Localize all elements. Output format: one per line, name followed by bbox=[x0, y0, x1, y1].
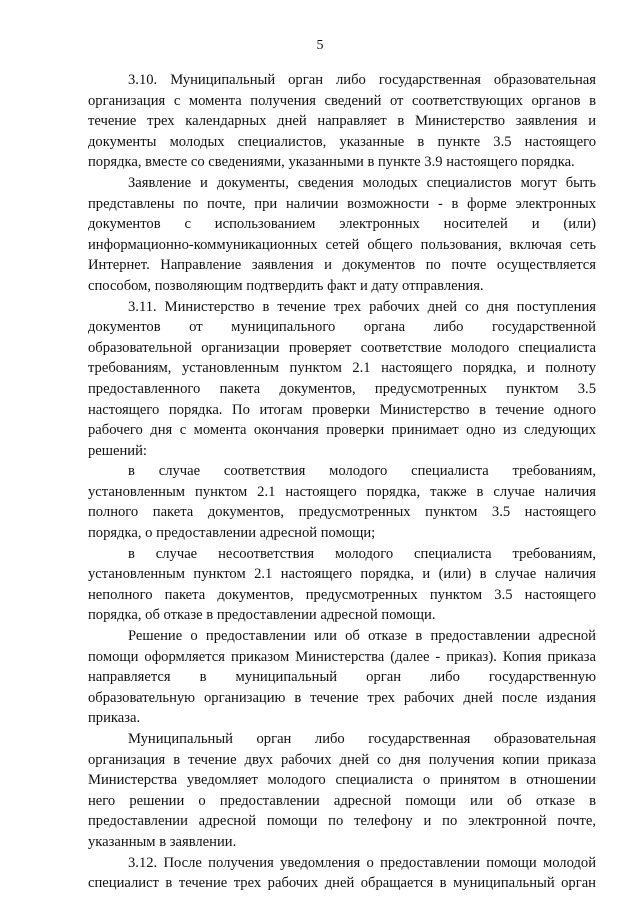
text-line: приказа. bbox=[88, 710, 141, 727]
text-line: установленным пунктом 2.1 настоящего порядка, и (или) в случае наличия bbox=[88, 566, 596, 583]
text-line: помощи оформляется приказом Министерства (далее - приказ). Копия приказа bbox=[88, 648, 596, 665]
text-line: требованиям, установленным пунктом 2.1 настоящего порядка, и полноту bbox=[88, 360, 596, 377]
paragraph bbox=[88, 173, 596, 297]
text-line: Муниципальный орган либо государственная образовательная bbox=[128, 731, 596, 747]
document-body bbox=[88, 70, 596, 894]
text-line: рабочего дня с момента окончания проверки принимает одно из следующих bbox=[88, 422, 596, 439]
text-line: 3.11. Министерство в течение трех рабочих дней со дня поступления bbox=[128, 298, 596, 315]
text-line: решений: bbox=[88, 442, 147, 459]
text-line: полного пакета документов, предусмотренных пунктом 3.5 настоящего bbox=[88, 504, 596, 521]
text-line: порядка, вместе со сведениями, указанными в пункте 3.9 настоящего порядка. bbox=[88, 154, 575, 171]
text-line: Заявление и документы, сведения молодых специалистов могут быть bbox=[128, 174, 596, 191]
text-line: установленным пунктом 2.1 настоящего порядка, также в случае наличия bbox=[88, 483, 596, 500]
text-line: него решении о предоставлении адресной помощи или об отказе в bbox=[88, 792, 596, 809]
text-line: 3.10. Муниципальный орган либо государственная образовательная bbox=[128, 72, 596, 88]
paragraph bbox=[88, 544, 596, 626]
paragraph bbox=[88, 626, 596, 729]
text-line: Министерства уведомляет молодого специалиста о принятом в отношении bbox=[88, 772, 596, 789]
text-line: настоящего порядка. По итогам проверки Министерство в течение одного bbox=[88, 401, 596, 418]
page-number: 5 bbox=[316, 38, 324, 53]
paragraph bbox=[88, 297, 596, 462]
text-line: порядка, о предоставлении адресной помощи; bbox=[88, 525, 376, 542]
text-line: образовательную организацию в течение трех рабочих дней после издания bbox=[88, 689, 596, 706]
text-line: способом, позволяющим подтвердить факт и дату отправления. bbox=[88, 277, 484, 294]
text-line: документы молодых специалистов, указанные в пункте 3.5 настоящего bbox=[88, 133, 596, 150]
text-line: течение трех календарных дней направляет в Министерство заявления и bbox=[88, 113, 596, 130]
text-line: образовательной организации проверяет соответствие молодого специалиста bbox=[88, 339, 596, 356]
text-line: 3.12. После получения уведомления о предоставлении помощи молодой bbox=[128, 854, 596, 871]
text-line: организация с момента получения сведений от соответствующих органов в bbox=[88, 92, 596, 109]
paragraph bbox=[88, 461, 596, 543]
text-line: направляется в муниципальный орган либо государственную bbox=[88, 669, 596, 686]
text-line: документов с использованием электронных носителей и (или) bbox=[88, 216, 596, 233]
text-line: представлены по почте, при наличии возможности - в форме электронных bbox=[88, 195, 596, 212]
paragraph bbox=[88, 70, 596, 173]
text-line: предоставленного пакета документов, предусмотренных пунктом 3.5 bbox=[88, 380, 596, 397]
text-line: неполного пакета документов, предусмотренных пунктом 3.5 настоящего bbox=[88, 586, 596, 603]
text-line: предоставлении адресной помощи по телефону и по электронной почте, bbox=[88, 813, 596, 830]
text-line: в случае несоответствия молодого специалиста требованиям, bbox=[128, 545, 596, 562]
text-line: в случае соответствия молодого специалиста требованиям, bbox=[128, 463, 596, 480]
text-line: указанным в заявлении. bbox=[88, 833, 237, 850]
paragraph bbox=[88, 729, 596, 853]
text-line: порядка, об отказе в предоставлении адресной помощи. bbox=[88, 607, 436, 624]
paragraph bbox=[88, 853, 596, 894]
text-line: организация в течение двух рабочих дней со дня получения копии приказа bbox=[88, 751, 596, 768]
text-line: Решение о предоставлении или об отказе в предоставлении адресной bbox=[128, 628, 596, 645]
text-line: документов от муниципального органа либо государственной bbox=[88, 319, 596, 336]
text-line: информационно-коммуникационных сетей общего пользования, включая сеть bbox=[88, 236, 596, 253]
text-line: Интернет. Направление заявления и документов по почте осуществляется bbox=[88, 257, 596, 274]
text-line: специалист в течение трех рабочих дней обращается в муниципальный орган bbox=[88, 875, 596, 892]
